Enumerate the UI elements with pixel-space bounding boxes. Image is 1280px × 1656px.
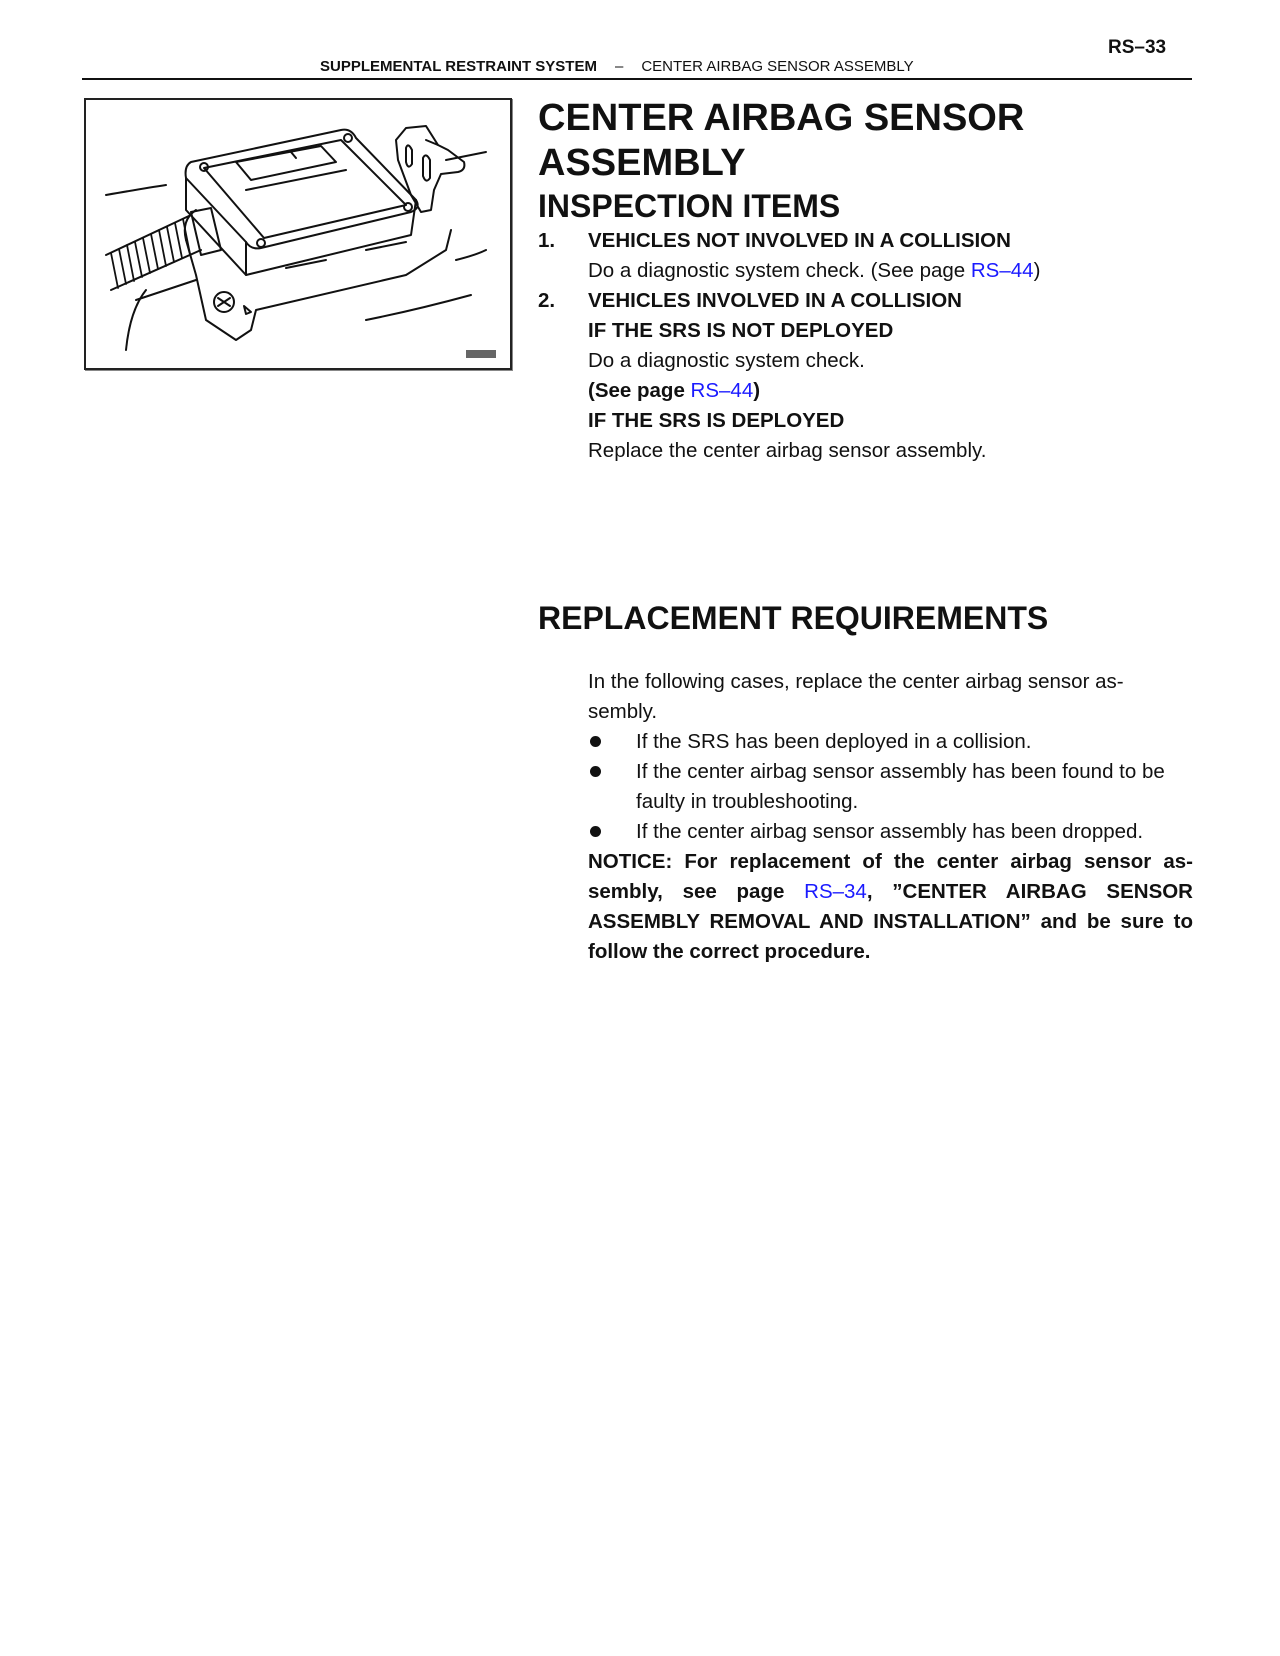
item-text-end: ) bbox=[1033, 259, 1041, 282]
case-not-deployed-text: Do a diagnostic system check. bbox=[588, 349, 865, 372]
replacement-intro-line2: sembly. bbox=[588, 700, 658, 723]
replacement-heading: REPLACEMENT REQUIREMENTS bbox=[538, 600, 1049, 636]
notice-suffix: , ”CENTER AIRBAG SENSOR ASSEMBLY REMOVAL AND INSTALLATION” and be sure to follow the correct procedure. bbox=[588, 880, 1193, 963]
item-number: 2. bbox=[538, 289, 556, 312]
inspection-item-1-text bbox=[538, 256, 1198, 286]
notice-prefix: NOTICE: For replacement of the center airbag sensor as- sembly, see page bbox=[588, 850, 1193, 903]
page-link-rs-34[interactable]: RS–34 bbox=[804, 880, 867, 903]
list-item-text: If the center airbag sensor assembly has been dropped. bbox=[636, 820, 1144, 843]
airbag-sensor-illustration bbox=[84, 98, 512, 370]
notice bbox=[588, 847, 1193, 967]
replacement-section bbox=[588, 667, 1193, 967]
page-link-rs-44[interactable]: RS–44 bbox=[970, 259, 1034, 282]
section-title: SUPPLEMENTAL RESTRAINT SYSTEM bbox=[320, 58, 597, 75]
case-not-deployed-title: IF THE SRS IS NOT DEPLOYED bbox=[588, 319, 894, 342]
main-content bbox=[538, 96, 1198, 466]
case-not-deployed-ref bbox=[538, 376, 1198, 406]
list-item-text: If the SRS has been deployed in a collision. bbox=[636, 730, 1032, 753]
list-item bbox=[588, 757, 1193, 817]
case-deployed-text: Replace the center airbag sensor assembly. bbox=[588, 439, 987, 462]
item-title: VEHICLES INVOLVED IN A COLLISION bbox=[588, 289, 962, 312]
case-deployed-title: IF THE SRS IS DEPLOYED bbox=[588, 409, 845, 432]
header-rule bbox=[82, 78, 1192, 80]
bullet-icon bbox=[590, 766, 601, 777]
page-link-rs-44[interactable]: RS–44 bbox=[690, 379, 754, 402]
inspection-heading: INSPECTION ITEMS bbox=[538, 188, 841, 224]
page-title-line2: ASSEMBLY bbox=[538, 142, 746, 184]
subsection-title: CENTER AIRBAG SENSOR ASSEMBLY bbox=[641, 58, 914, 75]
running-header bbox=[320, 58, 914, 75]
bullet-icon bbox=[590, 736, 601, 747]
bullet-icon bbox=[590, 826, 601, 837]
inspection-item-1 bbox=[538, 226, 1198, 256]
list-item-text: If the center airbag sensor assembly has been found to be faulty in troubleshooting. bbox=[636, 760, 1165, 813]
list-item bbox=[588, 817, 1193, 847]
ref-prefix: (See page bbox=[588, 379, 691, 402]
list-item bbox=[588, 727, 1193, 757]
item-title: VEHICLES NOT INVOLVED IN A COLLISION bbox=[588, 229, 1011, 252]
replacement-intro-line1: In the following cases, replace the center airbag sensor as- bbox=[588, 670, 1124, 693]
item-text: Do a diagnostic system check. (See page bbox=[588, 259, 971, 282]
page-title-line1: CENTER AIRBAG SENSOR bbox=[538, 97, 1025, 139]
item-number: 1. bbox=[538, 229, 556, 252]
page-number: RS–33 bbox=[1108, 37, 1167, 58]
header-separator: – bbox=[614, 58, 624, 75]
ref-suffix: ) bbox=[753, 379, 761, 402]
inspection-item-2 bbox=[538, 286, 1198, 316]
